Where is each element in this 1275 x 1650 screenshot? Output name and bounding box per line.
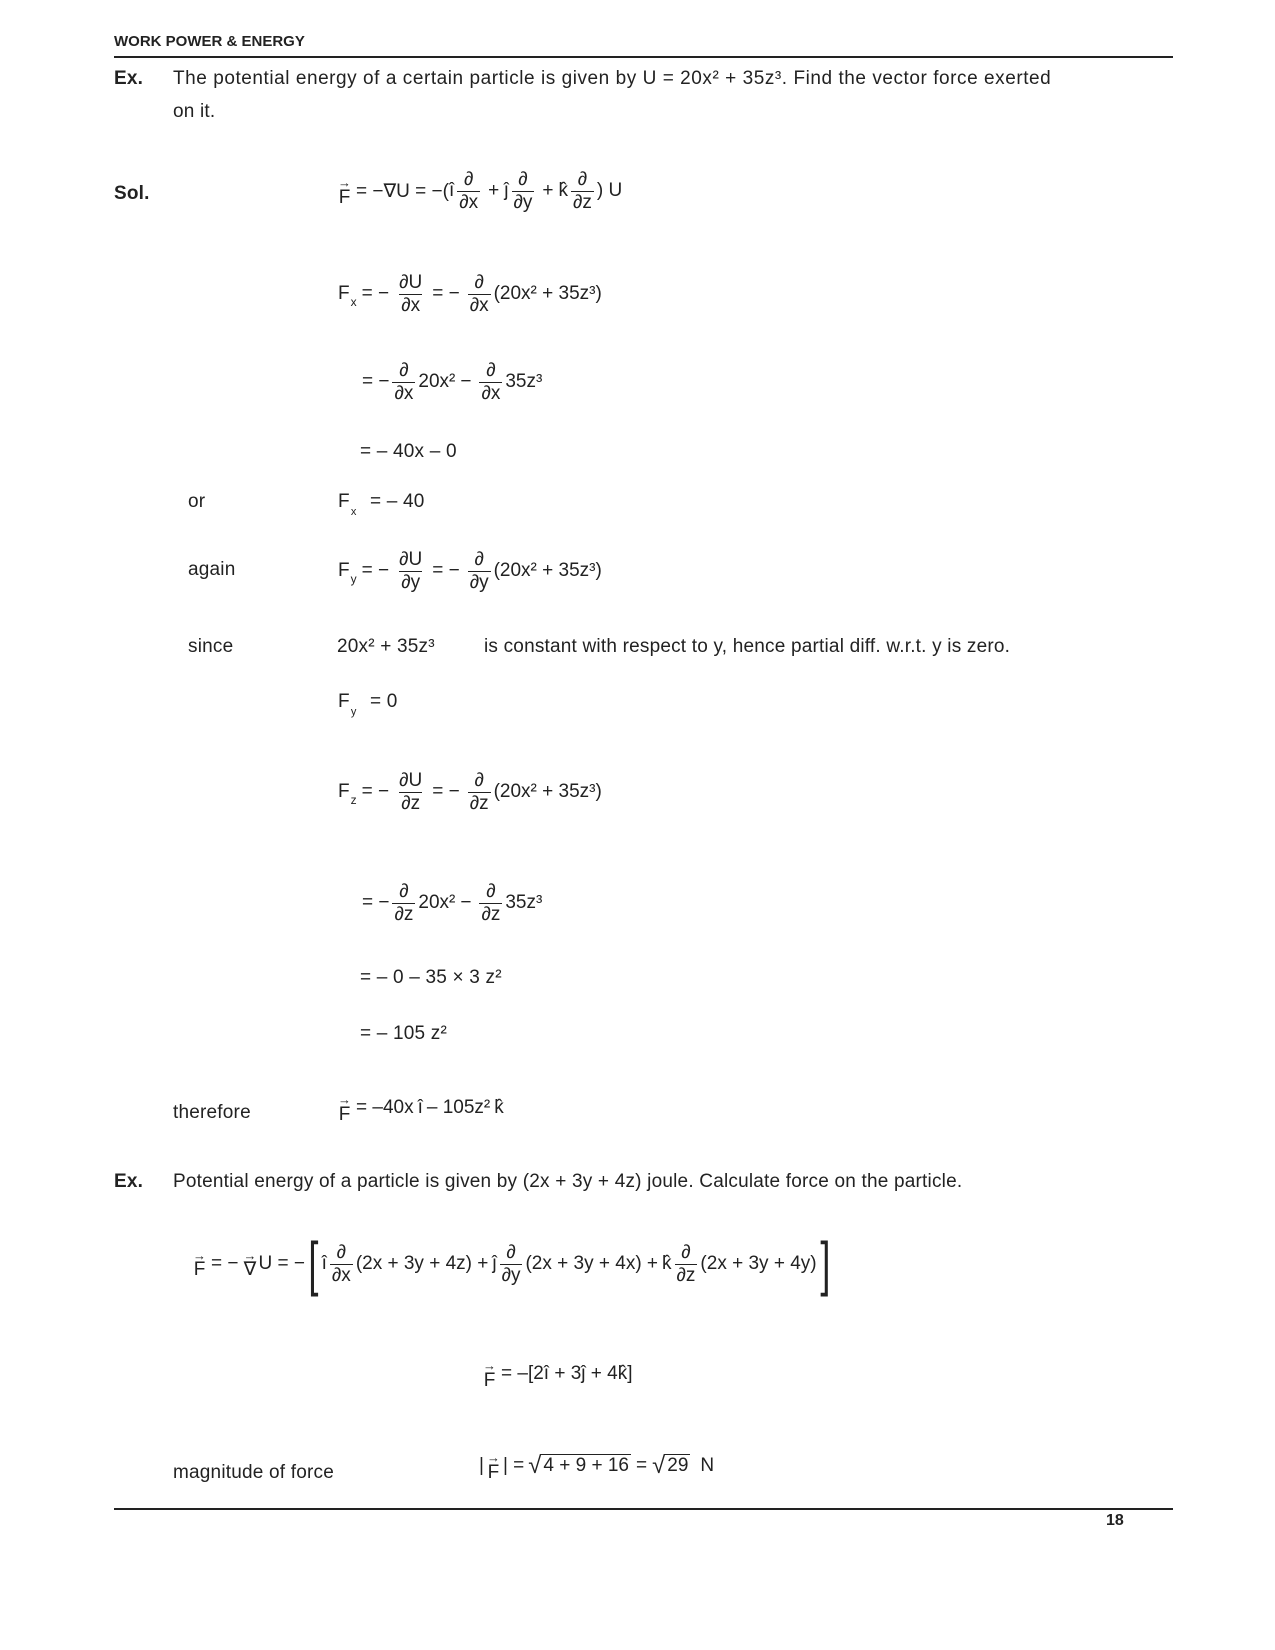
d-dz-term1: $\frac{\partial}{\partial z}$: [394, 881, 414, 925]
since-label: since: [188, 636, 234, 657]
fy-equation: F y = − $\frac{\partial U}{\partial y}$ = − $\frac{\partial}{\partial y}$ (20x² + 35z³): [338, 549, 602, 593]
j-hat: ĵ: [504, 180, 509, 202]
sol-label: Sol.: [114, 183, 150, 204]
dU-dz: $\frac{\partial U}{\partial z}$: [399, 770, 423, 814]
dU-dy: $\frac{\partial U}{\partial y}$: [399, 549, 423, 593]
fz-symbol: F: [338, 781, 350, 803]
ex1-question-cont: on it.: [173, 101, 216, 122]
ex2-result: → F = –[2î + 3ĵ + 4k̂]: [483, 1358, 633, 1391]
fy-symbol: F: [338, 560, 350, 582]
d-dy: $\frac{\partial}{\partial y}$: [469, 549, 489, 593]
fy-subscript: y: [350, 572, 357, 587]
term-20x2: 20x²: [418, 371, 456, 393]
partial-z: $\frac{\partial}{\partial z}$: [573, 169, 592, 213]
k-hat: k̂: [558, 180, 568, 202]
fx-equation: F x = − $\frac{\partial U}{\partial x}$ = − $\frac{\partial}{\partial x}$ (20x² + 35z³): [338, 272, 602, 316]
again-label: again: [188, 559, 236, 580]
gradient-prefix: = −∇U = −(: [356, 180, 449, 202]
fx-expansion: = − $\frac{\partial}{\partial x}$ 20x² − $\frac{\partial}{\partial x}$ 35z³: [362, 360, 543, 404]
since-text: is constant with respect to y, hence partial diff. w.r.t. y is zero.: [484, 636, 1011, 657]
footer-rule: [114, 1508, 1173, 1510]
ex2-term3: (2x + 3y + 4y): [700, 1253, 817, 1274]
gradient-suffix: ) U: [596, 180, 623, 202]
gradient-equation: → F = −∇U = −( î $\frac{\partial}{\partial x}$ + ĵ $\frac{\partial}{\partial y}$ + k̂ $\frac{\partial}{\partial z}$ ) U: [338, 169, 623, 213]
ex1-label: Ex.: [114, 68, 144, 89]
sqrt-sum: 4 + 9 + 16: [543, 1455, 629, 1477]
d-dx-term1: $\frac{\partial}{\partial x}$: [394, 360, 414, 404]
since-expression: 20x² + 35z³: [337, 636, 435, 657]
fz-subscript: z: [350, 793, 357, 808]
header-rule: [114, 56, 1173, 58]
force-vector: → F: [338, 175, 351, 208]
fy-final: $F_y = 0$: [338, 691, 398, 718]
magnitude-label: magnitude of force: [173, 1462, 334, 1483]
ex2-term1: (2x + 3y + 4z) +: [355, 1253, 489, 1274]
partial-x: $\frac{\partial}{\partial x}$: [459, 169, 479, 213]
fx-result-line: = – 40x – 0: [360, 441, 457, 462]
unit-newton: N: [700, 1455, 715, 1477]
i-hat: î: [448, 180, 455, 202]
ex1-question: The potential energy of a certain particle is given by U = 20x² + 35z³. Find the vector force exerted: [173, 68, 1052, 89]
fz-expansion: = − $\frac{\partial}{\partial z}$ 20x² − $\frac{\partial}{\partial z}$ 35z³: [362, 881, 543, 925]
final-z-term: – 105z²: [426, 1097, 491, 1119]
ex2-label: Ex.: [114, 1171, 144, 1192]
fx-symbol: F: [338, 283, 350, 305]
fz-line2: = – 105 z²: [360, 1023, 448, 1044]
d-dz: $\frac{\partial}{\partial z}$: [469, 770, 489, 814]
d-dx: $\frac{\partial}{\partial x}$: [469, 272, 489, 316]
final-x-term: = –40x: [356, 1097, 414, 1119]
magnitude-equation: | → F | = √ 4 + 9 + 16 = √ 29 N: [479, 1450, 715, 1483]
running-header: WORK POWER & ENERGY: [114, 33, 305, 50]
fx-final: $F_x$ = – 40: [338, 491, 425, 518]
fz-equation: F z = − $\frac{\partial U}{\partial z}$ = − $\frac{\partial}{\partial z}$ (20x² + 35z³): [338, 770, 602, 814]
ex2-result-rhs: = –[2î + 3ĵ + 4k̂]: [501, 1363, 633, 1385]
therefore-label: therefore: [173, 1102, 251, 1123]
page-number: 18: [1106, 1512, 1124, 1529]
term-35z3: 35z³: [505, 371, 543, 393]
d-dz-term2: $\frac{\partial}{\partial z}$: [481, 881, 501, 925]
ex2-gradient-equation: → F = − → ∇ U = − [ î $\frac{\partial}{\partial x}$ (2x + 3y + 4z) + ĵ $\frac{\partial}{\partial y}$ (2x + 3y + 4x) + k̂ $\frac{\partial}{\partial z}$ (2x + 3y + 4y) ]: [193, 1230, 830, 1297]
dU-dx: $\frac{\partial U}{\partial x}$: [399, 272, 423, 316]
fz-line1: = – 0 – 35 × 3 z²: [360, 967, 502, 988]
potential-expression: (20x² + 35z³): [493, 283, 602, 305]
ex2-term2: (2x + 3y + 4x) +: [525, 1253, 659, 1274]
d-dx-term2: $\frac{\partial}{\partial x}$: [481, 360, 501, 404]
sqrt-29: 29: [667, 1455, 689, 1477]
ex2-question: Potential energy of a particle is given by (2x + 3y + 4z) joule. Calculate force on the particle.: [173, 1171, 963, 1192]
final-force-equation: → F = –40x î – 105z² k̂: [338, 1092, 504, 1125]
partial-y: $\frac{\partial}{\partial y}$: [513, 169, 533, 213]
or-label: or: [188, 491, 206, 512]
fx-subscript: x: [350, 295, 357, 310]
